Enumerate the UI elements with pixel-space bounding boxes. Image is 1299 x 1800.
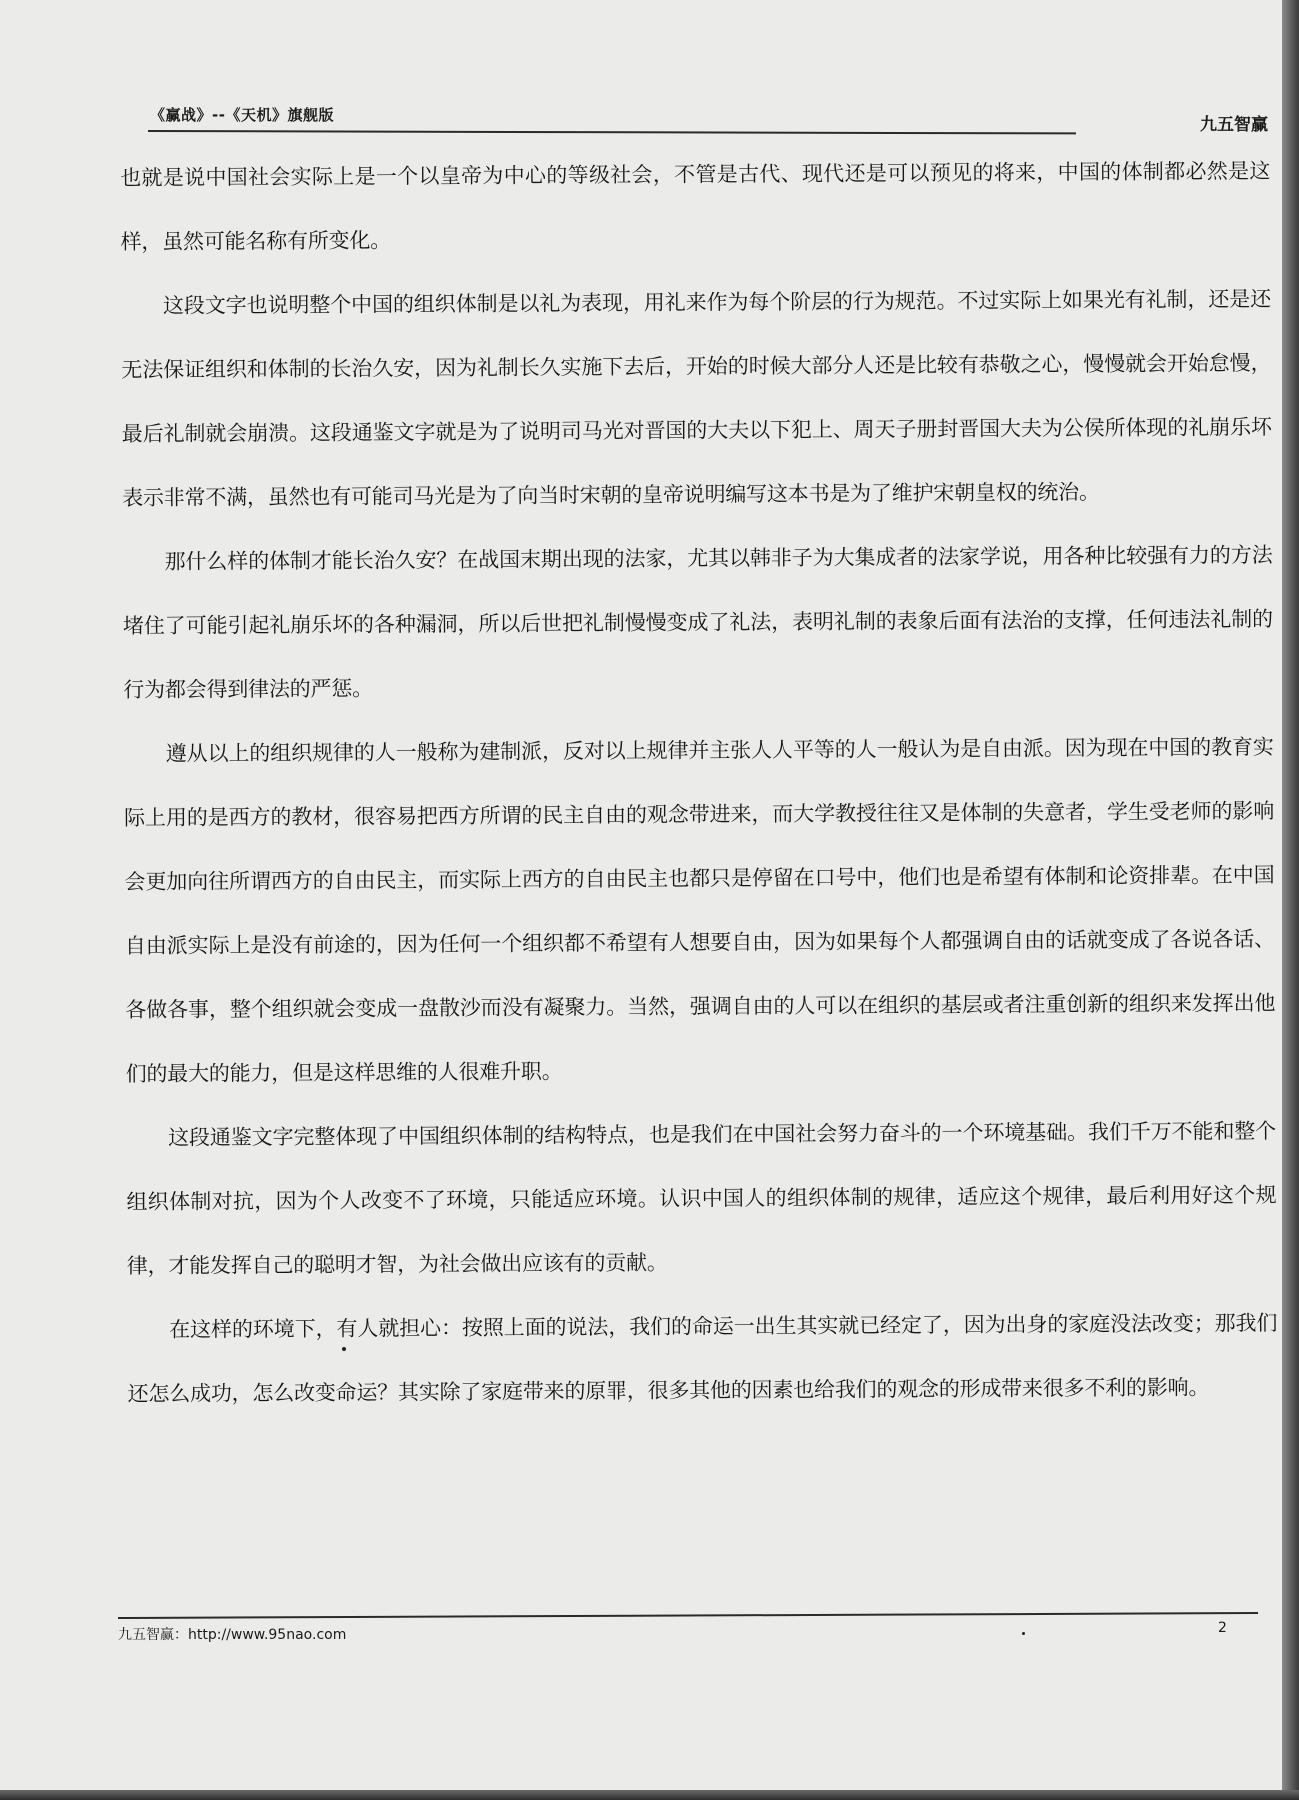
paragraph: 也就是说中国社会实际上是一个以皇帝为中心的等级社会，不管是古代、现代还是可以预见的将来，中国的体制都必然是这样，虽然可能名称有所变化。 xyxy=(120,158,1271,254)
footer-website: 九五智赢：http://www.95nao.com xyxy=(118,1627,347,1643)
paragraph: 那什么样的体制才能长治久安？在战国末期出现的法家，尤其以韩非子为大集成者的法家学说，用各种比较强有力的方法堵住了可能引起礼崩乐坏的各种漏洞，所以后世把礼制慢慢变成了礼法，表明礼制的表象后面有法治的支撑，任何违法礼制的行为都会得到律法的严惩。 xyxy=(122,542,1273,702)
paragraph: 在这样的环境下，有人就担心：按照上面的说法，我们的命运一出生其实就已经定了，因为出身的家庭没法改变；那我们还怎么成功，怎么改变命运？其实除了家庭带来的原罪，很多其他的因素也给我们的观念的形成带来很多不利的影响。 xyxy=(127,1310,1278,1406)
header-brand: 九五智赢 xyxy=(1200,115,1268,135)
paragraph: 这段文字也说明整个中国的组织体制是以礼为表现，用礼来作为每个阶层的行为规范。不过实际上如果光有礼制，还是还无法保证组织和体制的长治久安，因为礼制长久实施下去后，开始的时候大部分人还是比较有恭敬之心，慢慢就会开始怠慢，最后礼制就会崩溃。这段通鉴文字就是为了说明司马光对晋国的大夫以下犯上、周天子册封晋国大夫为公侯所体现的礼崩乐坏表示非常不满，虽然也有可能司马光是为了向当时宋朝的皇帝说明编写这本书是为了维护宋朝皇权的统治。 xyxy=(121,286,1272,510)
page-number: 2 xyxy=(1218,1620,1227,1636)
header-title: 《赢战》--《天机》旗舰版 xyxy=(150,106,334,124)
page-shadow-edge xyxy=(1282,0,1299,1800)
paragraph: 这段通鉴文字完整体现了中国组织体制的结构特点，也是我们在中国社会努力奋斗的一个环境基础。我们千万不能和整个组织体制对抗，因为个人改变不了环境，只能适应环境。认识中国人的组织体制的规律，适应这个规律，最后利用好这个规律，才能发挥自己的聪明才智，为社会做出应该有的贡献。 xyxy=(126,1118,1277,1278)
header-rule xyxy=(148,130,1076,134)
paragraph: 遵从以上的组织规律的人一般称为建制派，反对以上规律并主张人人平等的人一般认为是自由派。因为现在中国的教育实际上用的是西方的教材，很容易把西方所谓的民主自由的观念带进来，而大学教授往往又是体制的失意者，学生受老师的影响会更加向往所谓西方的自由民主，而实际上西方的自由民主也都只是停留在口号中，他们也是希望有体制和论资排辈。在中国自由派实际上是没有前途的，因为任何一个组织都不希望有人想要自由，因为如果每个人都强调自由的话就变成了各说各话、各做各事，整个组织就会变成一盘散沙而没有凝聚力。当然，强调自由的人可以在组织的基层或者注重创新的组织来发挥出他们的最大的能力，但是这样思维的人很难升职。 xyxy=(124,734,1276,1086)
footer-rule xyxy=(118,1612,1258,1619)
body-text xyxy=(120,139,1278,1426)
page-shadow-bottom xyxy=(0,1790,1299,1800)
scan-speck xyxy=(342,1347,346,1351)
scan-speck xyxy=(1022,1632,1025,1635)
